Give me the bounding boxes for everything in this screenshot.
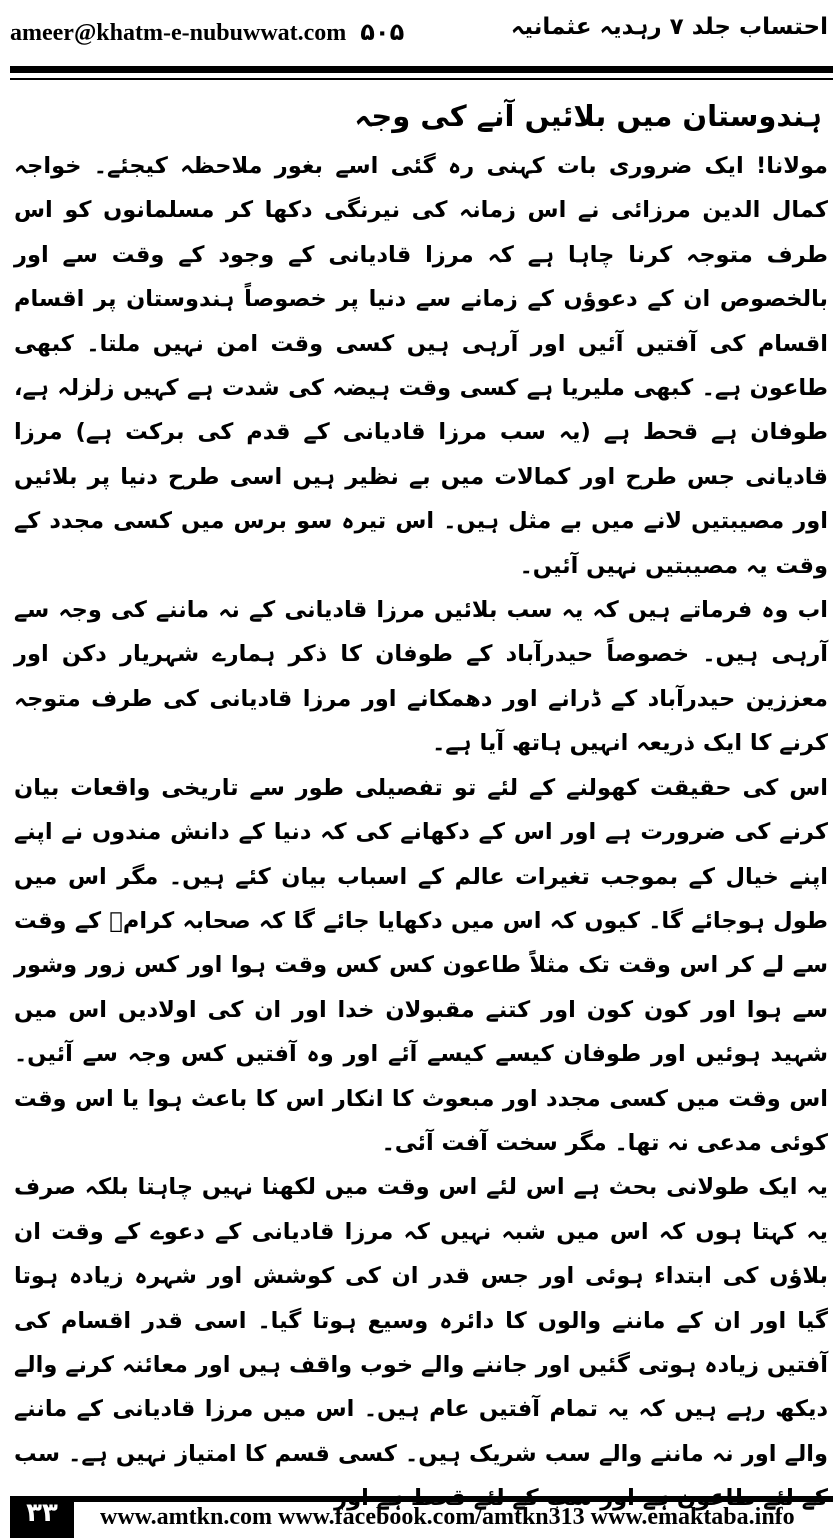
page-number: ۵۰۵ bbox=[360, 18, 405, 46]
book-title: احتساب جلد ۷ رہدیہ عثمانیہ bbox=[510, 14, 828, 40]
footer-rule bbox=[74, 1496, 833, 1502]
footer-number: ۳۳ bbox=[26, 1498, 58, 1528]
header-rule-thick bbox=[10, 66, 833, 73]
section-title: ہندوستان میں بلائیں آنے کی وجہ bbox=[354, 99, 822, 133]
header-rule-thin bbox=[10, 78, 833, 80]
footer-number-box bbox=[10, 1496, 74, 1538]
page-content bbox=[14, 86, 828, 1486]
paragraph-3: اس کی حقیقت کھولنے کے لئے تو تفصیلی طور سے تاریخی واقعات بیان کرنے کی ضرورت ہے اور اس کے دکھانے کی کہ دنیا کے دانش مندوں نے اپنے اپنے خیال کے بموجب تغیرات عالم کے اسباب بیان کئے ہیں۔ مگر اس میں طول ہوجائے گا۔ کیوں کہ اس میں دکھایا جائے گا کہ صحابہ کرامؓ کے وقت سے لے کر اس وقت تک مثلاً طاعون کس کس وقت ہوا اور کس زور وشور سے ہوا اور کون کون اور کتنے مقبولان خدا اور ان کی اولادیں اس میں شہید ہوئیں اور طوفان کیسے کیسے آئے اور وہ آفتیں کس وجہ سے آئیں۔ اس وقت میں کسی مجدد اور مبعوث کا انکار اس کا باعث ہوا یا اس وقت کوئی مدعی نہ تھا۔ مگر سخت آفت آئی۔ bbox=[14, 774, 828, 1156]
page-footer bbox=[0, 1494, 840, 1540]
header-email[interactable]: ameer@khatm-e-nubuwwat.com bbox=[10, 20, 347, 46]
paragraph-2: اب وہ فرماتے ہیں کہ یہ سب بلائیں مرزا قادیانی کے نہ ماننے کی وجہ سے آرہی ہیں۔ خصوصاً حیدرآباد کے طوفان کا ذکر ہمارے شہریار دکن اور معززین حیدرآباد کے ڈرانے اور دھمکانے اور مرزا قادیانی کی طرف متوجہ کرنے کا ایک ذریعہ انہیں ہاتھ آیا ہے۔ bbox=[14, 597, 828, 757]
footer-links[interactable]: www.amtkn.com www.facebook.com/amtkn313 www.emaktaba.info bbox=[100, 1504, 795, 1530]
paragraph-4: یہ ایک طولانی بحث ہے اس لئے اس وقت میں لکھنا نہیں چاہتا بلکہ صرف یہ کہتا ہوں کہ اس میں شبہ نہیں کہ مرزا قادیانی کے دعوے کے وقت ان بلاؤں کی ابتداء ہوئی اور جس قدر ان کی کوشش اور شہرہ زیادہ ہوتا گیا اور ان کے ماننے والوں کا دائرہ وسیع ہوتا گیا۔ اسی قدر اقسام کی آفتیں زیادہ ہوتی گئیں اور جاننے والے خوب واقف ہیں اور معائنہ کرنے والے دیکھ رہے ہیں کہ یہ تمام آفتیں عام ہیں۔ اس میں مرزا قادیانی کے ماننے والے اور نہ ماننے والے سب شریک ہیں۔ کسی قسم کا امتیاز نہیں ہے۔ سب bbox=[14, 1174, 828, 1467]
header-left bbox=[10, 18, 404, 47]
page-header bbox=[0, 0, 840, 64]
paragraph-1: مولانا! ایک ضروری بات کہنی رہ گئی اسے بغور ملاحظہ کیجئے۔ خواجہ کمال الدین مرزائی نے اس زمانہ کی نیرنگی دکھا کر مسلمانوں کو اس طرف متوجہ کرنا چاہا ہے کہ مرزا قادیانی کے وجود کے وقت سے اور بالخصوص ان کے دعوؤں کے زمانے سے دنیا پر خصوصاً ہندوستان پر اقسام اقسام کی آفتیں آئیں اور آرہی ہیں کسی وقت امن نہیں ملتا۔ کبھی طاعون ہے۔ کبھی ملیریا ہے کسی وقت ہیضہ کی شدت ہے کہیں زلزلہ ہے، طوفان ہے قحط ہے (یہ سب مرزا قادیانی کے قدم کی برکت ہے) مرزا قادیانی جس طرح اور کمالات میں بے نظیر ہیں اسی طرح دنیا پر بلائیں اور مصیبتیں لانے میں بے مثل ہیں۔ اس تیرہ سو برس میں کسی مجدد کے وقت یہ مصیبتیں نہیں آئیں۔ bbox=[14, 153, 828, 579]
